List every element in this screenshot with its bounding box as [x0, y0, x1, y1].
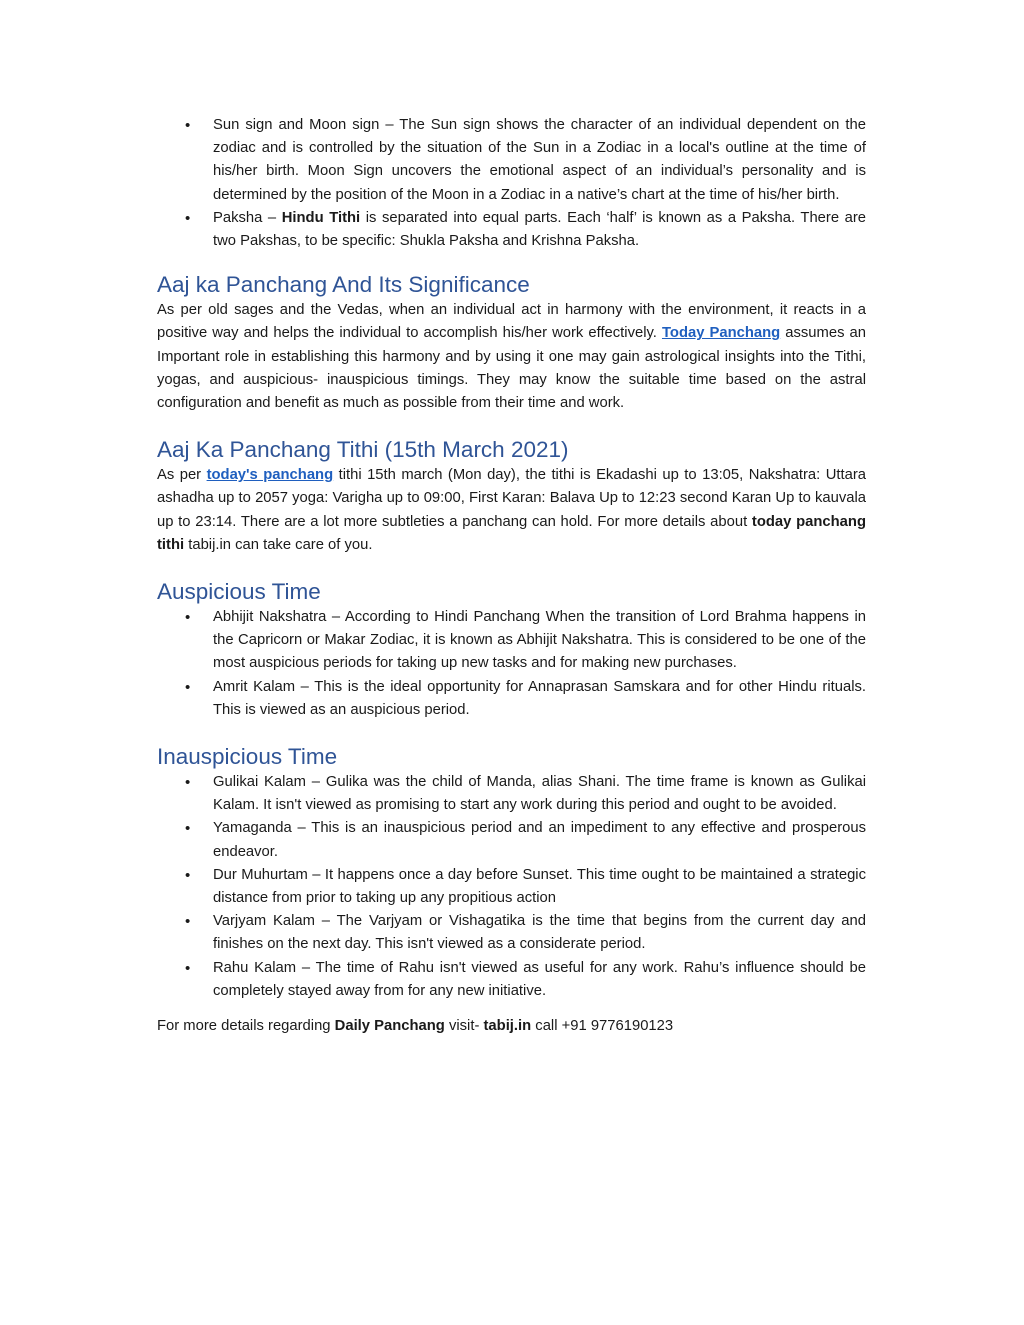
auspicious-list: [157, 606, 866, 722]
bold-term: Daily Panchang: [334, 1018, 445, 1035]
bold-term: tabij.in: [483, 1018, 532, 1035]
sign-list: [157, 114, 866, 253]
bold-term: Hindu Tithi: [281, 209, 361, 226]
list-item: [157, 957, 866, 1003]
list-item: [157, 207, 866, 253]
list-item: [157, 606, 866, 676]
paragraph-text: As per: [157, 467, 207, 484]
footer-text: visit-: [444, 1018, 484, 1035]
footer-text: For more details regarding: [157, 1018, 335, 1035]
auspicious-heading: Auspicious Time: [157, 579, 321, 605]
list-item: [157, 114, 866, 207]
inauspicious-heading: Inauspicious Time: [157, 744, 338, 770]
list-item-text: Dur Muhurtam – It happens once a day before Sunset. This time ought to be maintained a strategic distance from prior to taking up any propitious action: [213, 866, 866, 907]
list-item-text: Paksha –: [213, 209, 282, 226]
list-item-text: Yamaganda – This is an inauspicious period and an impediment to any effective and prosperous endeavor.: [213, 820, 866, 860]
bold-term: today panchang tithi: [157, 513, 866, 553]
footer-text: call +91 9776190123: [531, 1018, 674, 1035]
tithi-heading: Aaj Ka Panchang Tithi (15th March 2021): [157, 437, 569, 463]
list-item-text: Gulikai Kalam – Gulika was the child of Manda, alias Shani. The time frame is known as Gulikai Kalam. It isn't viewed as promising to start any work during this period and ought to be avoided.: [213, 774, 866, 814]
list-item-text: is separated into equal parts. Each ‘half’ is known as a Paksha. There are two Pakshas, to be specific: Shukla Paksha and Krishna Paksha.: [213, 209, 867, 250]
significance-heading: Aaj ka Panchang And Its Significance: [157, 272, 530, 298]
tithi-paragraph: [157, 464, 866, 557]
list-item-text: Sun sign and Moon sign – The Sun sign shows the character of an individual dependent on the zodiac and is controlled by the situation of the Sun in a Zodiac in a local's outline at the time of his/her birth. Moon Sign uncovers the emotional aspect of an individual’s personality and is determined by the position of the Moon in a Zodiac in a native’s chart at the time of his/her birth.: [213, 117, 866, 203]
list-item-text: Amrit Kalam – This is the ideal opportunity for Annaprasan Samskara and for other Hindu rituals. This is viewed as an auspicious period.: [213, 678, 866, 718]
paragraph-text: assumes an Important role in establishing this harmony and by using it one may gain astrological insights into the Tithi, yogas, and auspicious- inauspicious timings. They may know the suitable time based on the astral configuration and benefit as much as possible from their time and work.: [157, 325, 866, 412]
todays-panchang-link[interactable]: today's panchang: [206, 467, 334, 484]
footer-line: [157, 1015, 866, 1038]
list-item-text: Varjyam Kalam – The Varjyam or Vishagatika is the time that begins from the current day and finishes on the next day. This isn't viewed as a considerate period.: [213, 913, 866, 953]
list-item: [157, 771, 866, 817]
today-panchang-link[interactable]: Today Panchang: [661, 325, 781, 342]
document-page: [157, 114, 866, 1038]
inauspicious-list: [157, 771, 866, 1003]
paragraph-text: tabij.in can take care of you.: [184, 536, 373, 553]
list-item: [157, 676, 866, 722]
list-item: [157, 910, 866, 956]
paragraph-text: As per old sages and the Vedas, when an individual act in harmony with the environment, it reacts in a positive way and helps the individual to accomplish his/her work effectively.: [157, 302, 866, 342]
list-item: [157, 864, 866, 910]
list-item: [157, 817, 866, 863]
paragraph-text: tithi 15th march (Mon day), the tithi is Ekadashi up to 13:05, Nakshatra: Uttara ashadha up to 2057 yoga: Varigha up to 09:00, First Karan: Balava Up to 12:23 second Karan Up to kauvala up to 23:14. There are a lot more subtleties a panchang can hold. For more details about: [157, 467, 866, 530]
list-item-text: Abhijit Nakshatra – According to Hindi Panchang When the transition of Lord Brahma happens in the Capricorn or Makar Zodiac, it is known as Abhijit Nakshatra. This is considered to be one of the most auspicious periods for taking up new tasks and for making new purchases.: [213, 609, 866, 672]
significance-paragraph: [157, 299, 866, 415]
list-item-text: Rahu Kalam – The time of Rahu isn't viewed as useful for any work. Rahu’s influence should be completely stayed away from for any new initiative.: [213, 959, 866, 999]
